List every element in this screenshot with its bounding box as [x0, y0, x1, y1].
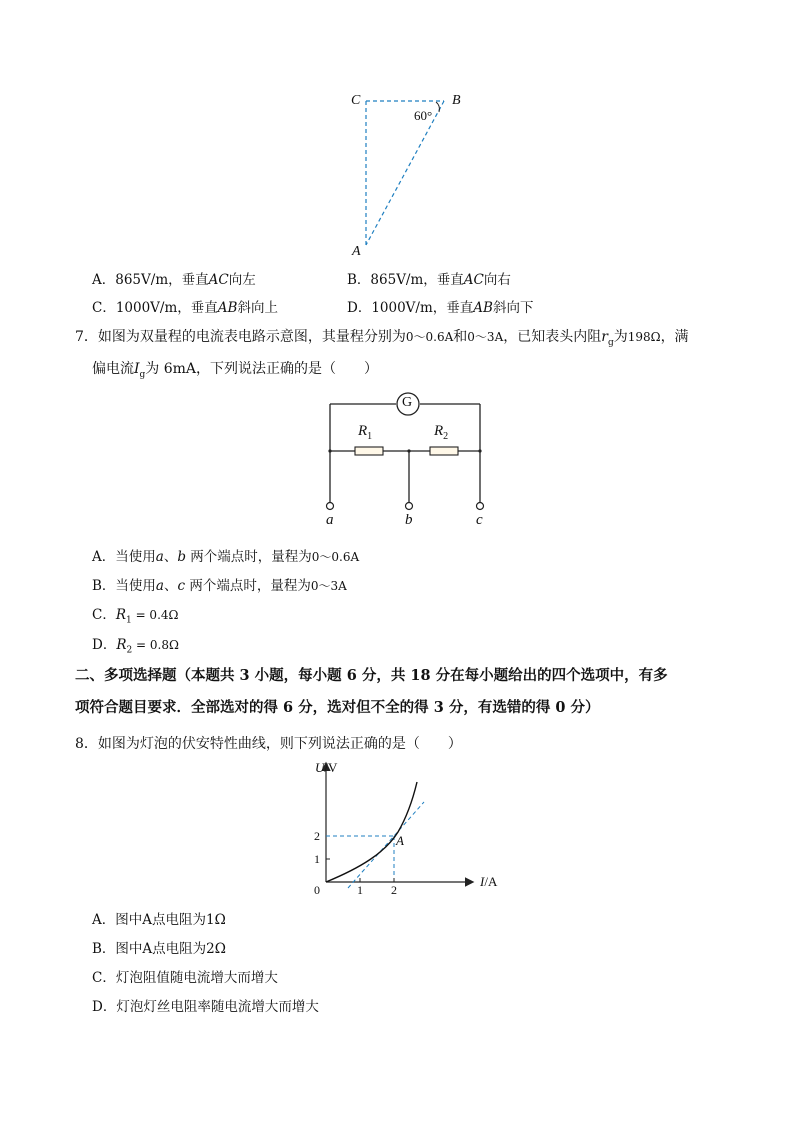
q7-option-b: B．当使用a、c 两个端点时，量程为0～3A: [92, 578, 347, 594]
q6-angle-label: 60°: [414, 108, 433, 123]
section2-heading-line2: 项符合题目要求．全部选对的得 6 分，选对但不全的得 3 分，有选错的得 0 分）: [75, 699, 600, 716]
galvanometer-label: G: [402, 395, 413, 410]
tangent-line: [348, 802, 424, 888]
terminal-a-label: a: [326, 512, 334, 528]
resistor-r2: [430, 447, 458, 455]
terminal-a: [327, 503, 334, 510]
point-a-label: A: [396, 833, 404, 848]
q6-option-b: B．865V/m，垂直AC向右: [347, 272, 511, 288]
origin-label: 0: [314, 883, 320, 897]
y-axis-label: U/V: [315, 760, 338, 775]
q7-option-a: A．当使用a、b 两个端点时，量程为0～0.6A: [92, 549, 360, 565]
q6-label-a: A: [352, 244, 361, 259]
q7-stem-line2: 偏电流$I_g$为 6mA，下列说法正确的是（ ）: [92, 361, 379, 380]
q6-option-c: C．1000V/m，垂直AB斜向上: [92, 300, 278, 316]
q8-option-d: D．灯泡灯丝电阻率随电流增大而增大: [92, 999, 319, 1015]
q8-option-a: A．图中A点电阻为1Ω: [92, 912, 226, 928]
q6-option-d: D．1000V/m，垂直AB斜向下: [347, 300, 534, 316]
q8-stem: 8．如图为灯泡的伏安特性曲线，则下列说法正确的是（ ）: [75, 736, 462, 752]
q6-triangle-figure: [340, 88, 480, 263]
x-axis-label: I/A: [480, 874, 498, 889]
resistor-r1: [355, 447, 383, 455]
x-tick-2: 2: [391, 883, 397, 897]
r1-label: $R_1$: [358, 423, 373, 442]
section2-heading-line1: 二、多项选择题（本题共 3 小题，每小题 6 分，共 18 分在每小题给出的四个选项中，有多: [75, 667, 668, 684]
q8-iv-graph: [300, 758, 520, 893]
y-tick-1: 1: [314, 852, 320, 866]
iv-curve: [326, 782, 417, 882]
terminal-b: [406, 503, 413, 510]
q7-stem-line1: 7．如图为双量程的电流表电路示意图，其量程分别为0～0.6A和0～3A，已知表头内阻$r_g$为198Ω，满: [75, 329, 689, 348]
q6-option-a: A．865V/m，垂直AC向左: [92, 272, 256, 288]
q6-label-c: C: [351, 93, 361, 108]
terminal-b-label: b: [405, 512, 413, 528]
q7-option-c: C．$R_1 = 0.4\Omega$: [92, 607, 179, 626]
terminal-c: [477, 503, 484, 510]
terminal-c-label: c: [476, 512, 483, 528]
q8-option-b: B．图中A点电阻为2Ω: [92, 941, 226, 957]
r2-label: $R_2$: [434, 423, 449, 442]
x-tick-1: 1: [357, 883, 363, 897]
y-tick-2: 2: [314, 829, 320, 843]
q6-label-b: B: [452, 93, 461, 108]
q8-option-c: C．灯泡阻值随电流增大而增大: [92, 970, 278, 986]
q7-option-d: D．$R_2 = 0.8\Omega$: [92, 637, 179, 656]
